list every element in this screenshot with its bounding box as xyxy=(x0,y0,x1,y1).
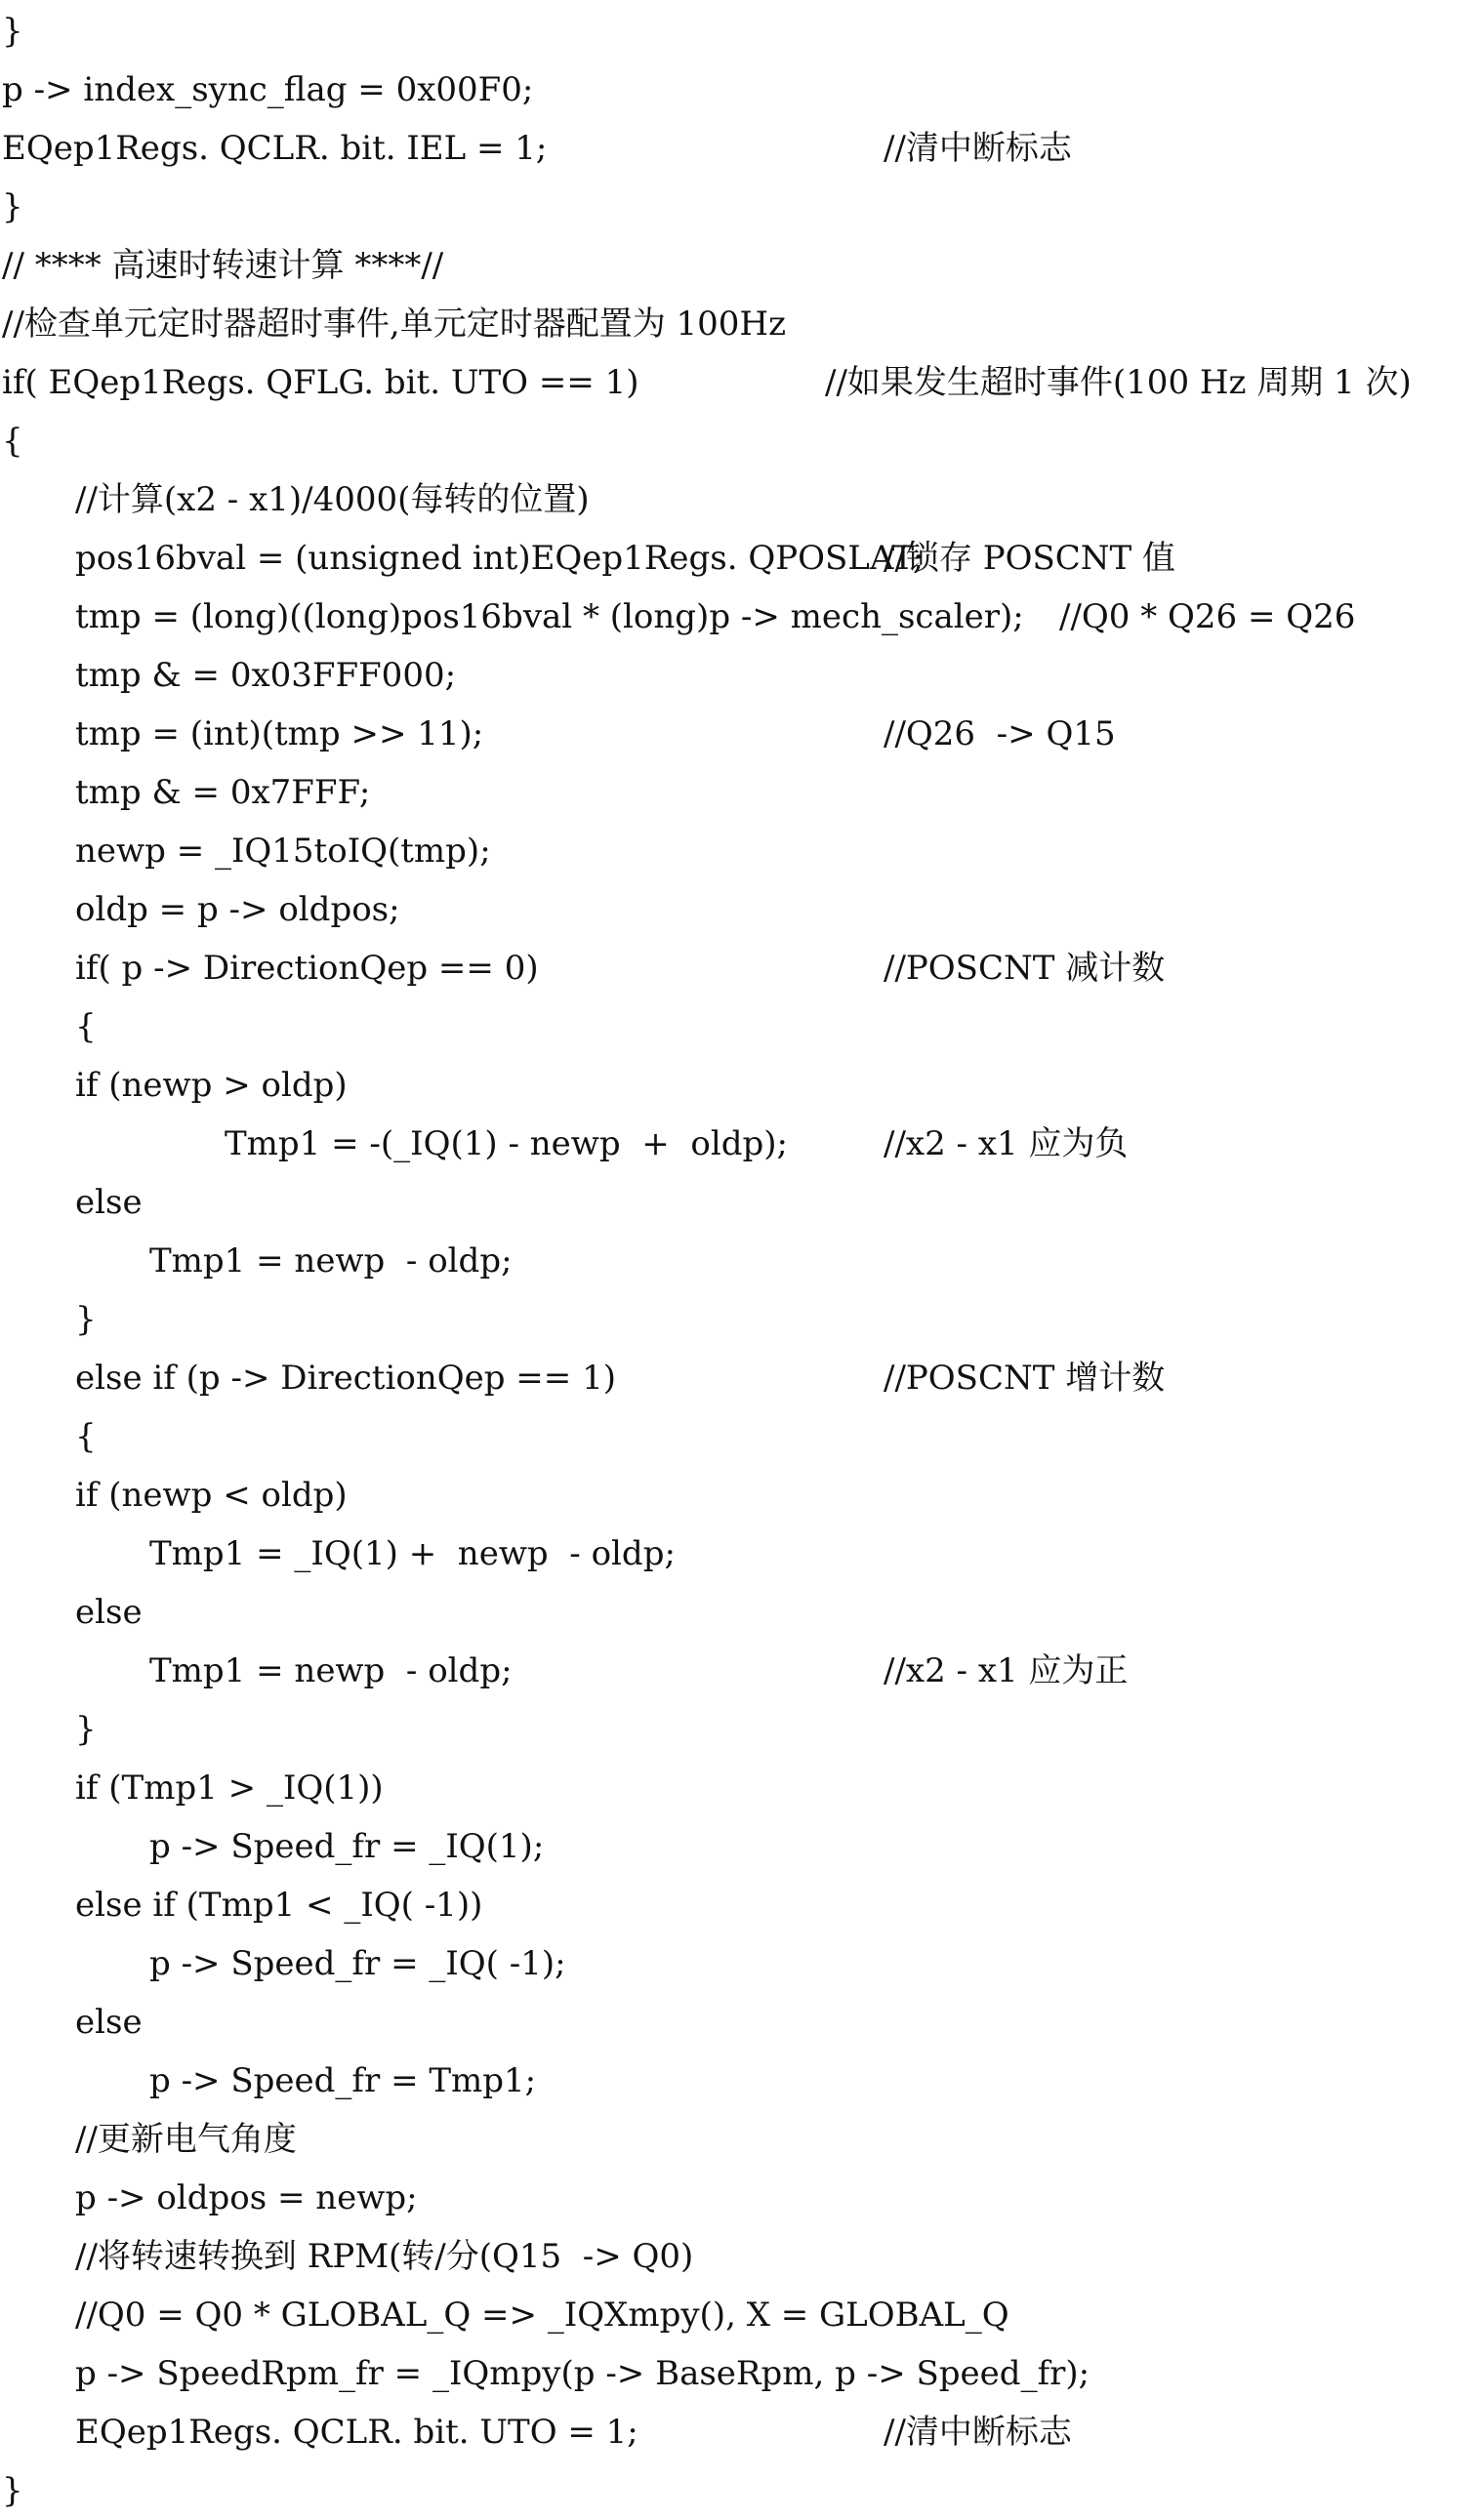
code-line xyxy=(0,1700,1481,1759)
code-line xyxy=(0,1817,1481,1876)
code-text: } xyxy=(75,1300,97,1339)
code-line xyxy=(0,1642,1481,1700)
code-text: if (Tmp1 > _IQ(1)) xyxy=(75,1768,384,1808)
code-text: tmp & = 0x7FFF; xyxy=(75,773,371,812)
code-line xyxy=(0,295,1481,353)
code-line xyxy=(0,588,1481,646)
code-text: tmp = (int)(tmp >> 11); xyxy=(75,714,484,753)
code-text: } xyxy=(2,12,23,51)
code-comment: //清中断标志 xyxy=(884,129,1072,168)
code-line xyxy=(0,2461,1481,2520)
code-text: //检查单元定时器超时事件,单元定时器配置为 100Hz xyxy=(2,305,786,344)
code-line xyxy=(0,1290,1481,1349)
code-line xyxy=(0,2110,1481,2169)
code-line xyxy=(0,997,1481,1056)
code-text: Tmp1 = _IQ(1) + newp - oldp; xyxy=(149,1534,676,1573)
code-line xyxy=(0,1583,1481,1642)
code-comment: //POSCNT 减计数 xyxy=(884,949,1166,988)
code-text: if (newp > oldp) xyxy=(75,1066,348,1105)
code-comment: //Q0 * Q26 = Q26 xyxy=(1059,597,1356,636)
code-comment: //x2 - x1 应为正 xyxy=(884,1651,1129,1690)
code-comment: //如果发生超时事件(100 Hz 周期 1 次) xyxy=(825,363,1412,402)
code-text: if( p -> DirectionQep == 0) xyxy=(75,949,539,988)
code-text: else xyxy=(75,1183,143,1222)
code-text: { xyxy=(2,422,23,461)
code-line xyxy=(0,1934,1481,1993)
code-line xyxy=(0,2286,1481,2344)
code-text: pos16bval = (unsigned int)EQep1Regs. QPOSLAT; xyxy=(75,539,925,578)
code-line xyxy=(0,470,1481,529)
code-text: else xyxy=(75,1593,143,1632)
code-text: { xyxy=(75,1007,97,1046)
code-text: p -> Speed_fr = _IQ(1); xyxy=(149,1827,545,1866)
code-text: p -> index_sync_flag = 0x00F0; xyxy=(2,70,534,109)
code-text: } xyxy=(75,1710,97,1749)
code-line xyxy=(0,1232,1481,1290)
code-line xyxy=(0,1993,1481,2052)
code-text: newp = _IQ15toIQ(tmp); xyxy=(75,832,491,871)
code-line xyxy=(0,412,1481,470)
code-line xyxy=(0,822,1481,880)
code-line xyxy=(0,119,1481,178)
code-line xyxy=(0,1524,1481,1583)
code-text: Tmp1 = -(_IQ(1) - newp + oldp); xyxy=(225,1124,788,1163)
code-line xyxy=(0,1407,1481,1466)
code-text: EQep1Regs. QCLR. bit. IEL = 1; xyxy=(2,129,548,168)
code-comment: //Q26 -> Q15 xyxy=(884,714,1116,753)
code-line xyxy=(0,880,1481,939)
code-line xyxy=(0,1759,1481,1817)
code-line xyxy=(0,2227,1481,2286)
code-line xyxy=(0,236,1481,295)
code-text: if( EQep1Regs. QFLG. bit. UTO == 1) xyxy=(2,363,639,402)
code-line xyxy=(0,939,1481,997)
code-line xyxy=(0,763,1481,822)
code-comment: //x2 - x1 应为负 xyxy=(884,1124,1129,1163)
code-text: else if (Tmp1 < _IQ( -1)) xyxy=(75,1886,483,1925)
code-text: Tmp1 = newp - oldp; xyxy=(149,1241,513,1280)
code-text: //Q0 = Q0 * GLOBAL_Q => _IQXmpy(), X = GLOBAL_Q xyxy=(75,2296,1009,2335)
code-text: else xyxy=(75,2003,143,2042)
code-line xyxy=(0,2,1481,61)
code-text: else if (p -> DirectionQep == 1) xyxy=(75,1359,616,1398)
code-line xyxy=(0,1876,1481,1934)
code-text: //计算(x2 - x1)/4000(每转的位置) xyxy=(75,480,590,519)
code-text: tmp & = 0x03FFF000; xyxy=(75,656,457,695)
code-line xyxy=(0,2169,1481,2227)
code-text: p -> SpeedRpm_fr = _IQmpy(p -> BaseRpm, p -> Speed_fr); xyxy=(75,2354,1090,2393)
code-text: oldp = p -> oldpos; xyxy=(75,890,400,929)
code-comment: //锁存 POSCNT 值 xyxy=(884,539,1176,578)
code-line xyxy=(0,353,1481,412)
code-text: // **** 高速时转速计算 ****// xyxy=(2,246,444,285)
code-text: p -> Speed_fr = _IQ( -1); xyxy=(149,1944,566,1983)
code-comment: //POSCNT 增计数 xyxy=(884,1359,1166,1398)
code-line xyxy=(0,1115,1481,1173)
code-line xyxy=(0,705,1481,763)
code-line xyxy=(0,61,1481,119)
code-comment: //清中断标志 xyxy=(884,2413,1072,2452)
code-text: tmp = (long)((long)pos16bval * (long)p -> mech_scaler); xyxy=(75,597,1024,636)
code-line xyxy=(0,529,1481,588)
code-text: p -> oldpos = newp; xyxy=(75,2178,418,2217)
code-line xyxy=(0,1173,1481,1232)
code-text: EQep1Regs. QCLR. bit. UTO = 1; xyxy=(75,2413,638,2452)
code-text: } xyxy=(2,187,23,226)
code-text: { xyxy=(75,1417,97,1456)
code-line xyxy=(0,646,1481,705)
code-text: //更新电气角度 xyxy=(75,2120,297,2159)
code-line xyxy=(0,1466,1481,1524)
code-text: //将转速转换到 RPM(转/分(Q15 -> Q0) xyxy=(75,2237,694,2276)
code-line xyxy=(0,1349,1481,1407)
code-line xyxy=(0,2403,1481,2461)
code-line xyxy=(0,2052,1481,2110)
code-text: Tmp1 = newp - oldp; xyxy=(149,1651,513,1690)
code-line xyxy=(0,2344,1481,2403)
code-text: if (newp < oldp) xyxy=(75,1476,348,1515)
code-text: p -> Speed_fr = Tmp1; xyxy=(149,2061,537,2100)
code-line xyxy=(0,1056,1481,1115)
code-text: } xyxy=(2,2471,23,2510)
code-line xyxy=(0,178,1481,236)
